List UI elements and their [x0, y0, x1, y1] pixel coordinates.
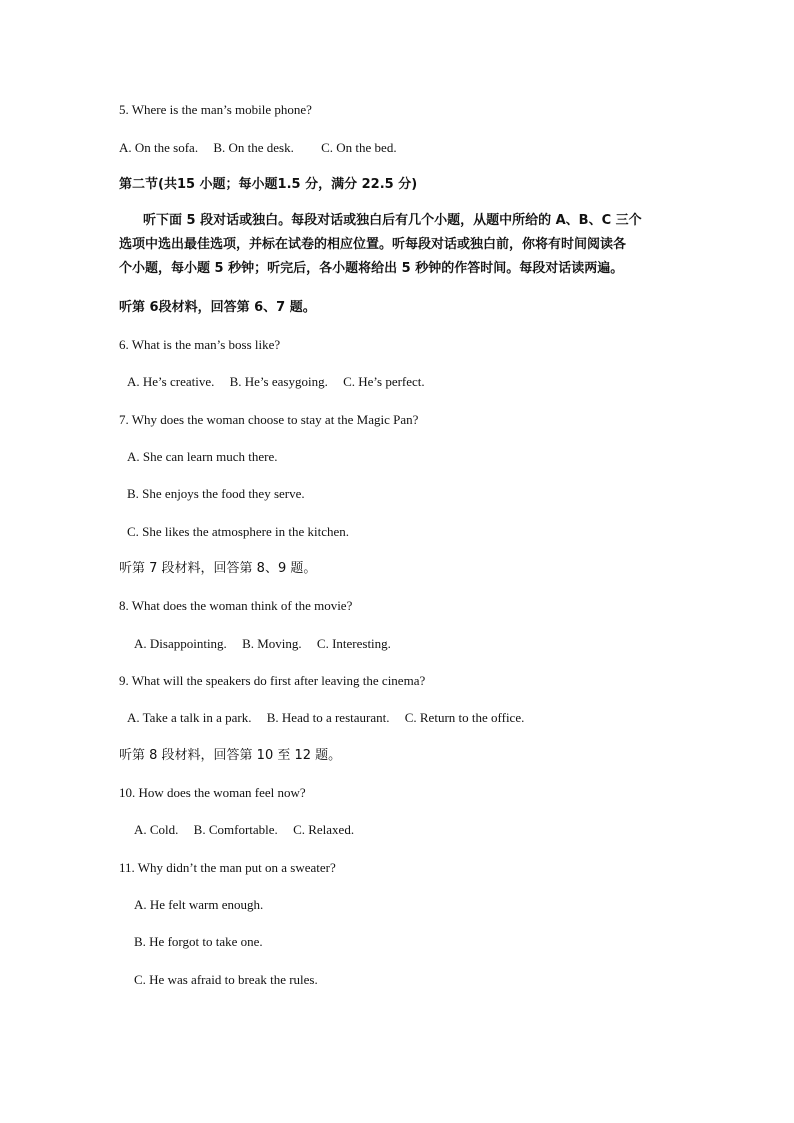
group7-label: 听第 7 段材料，回答第 8、9 题。	[119, 561, 317, 576]
q8-question: 8. What does the woman think of the movie?	[119, 598, 353, 613]
group6-label: 听第 6段材料，回答第 6、7 题。	[119, 300, 316, 315]
q9-option-b: B. Head to a restaurant.	[266, 710, 390, 725]
q6-option-a: A. He’s creative.	[127, 374, 215, 389]
q10-option-b: B. Comfortable.	[193, 822, 278, 837]
q10-options-row	[134, 821, 354, 839]
q11-option-b: B. He forgot to take one.	[134, 934, 263, 949]
q5-option-c: C. On the bed.	[321, 140, 397, 155]
q5-question: 5. Where is the man’s mobile phone?	[119, 102, 312, 117]
q7-option-c: C. She likes the atmosphere in the kitchen.	[127, 524, 350, 539]
q8-option-c: C. Interesting.	[316, 636, 391, 651]
section2-heading: 第二节(共15 小题；每小题1.5 分，满分 22.5 分)	[119, 177, 418, 192]
instructions-line-3: 个小题，每小题 5 秒钟；听完后，各小题将给出 5 秒钟的作答时间。每段对话读两遍。	[119, 261, 624, 276]
group8-label: 听第 8 段材料，回答第 10 至 12 题。	[119, 748, 342, 763]
q11-option-c: C. He was afraid to break the rules.	[134, 972, 318, 987]
q8-option-b: B. Moving.	[242, 636, 302, 651]
instructions-line-2: 选项中选出最佳选项，并标在试卷的相应位置。听每段对话或独白前，你将有时间阅读各	[119, 237, 627, 252]
instructions-line-1: 听下面 5 段对话或独白。每段对话或独白后有几个小题，从题中所给的 A、B、C 三个	[143, 213, 642, 228]
q8-options-row	[134, 635, 391, 653]
q7-option-b: B. She enjoys the food they serve.	[127, 486, 305, 501]
q6-question: 6. What is the man’s boss like?	[119, 337, 281, 352]
q6-options-row	[127, 373, 425, 391]
section2-instructions	[119, 209, 664, 281]
q5-option-b: B. On the desk.	[213, 140, 294, 155]
q11-question: 11. Why didn’t the man put on a sweater?	[119, 860, 336, 875]
q6-option-c: C. He’s perfect.	[343, 374, 425, 389]
q10-option-c: C. Relaxed.	[293, 822, 355, 837]
q6-option-b: B. He’s easygoing.	[229, 374, 328, 389]
q10-option-a: A. Cold.	[134, 822, 179, 837]
q8-option-a: A. Disappointing.	[134, 636, 227, 651]
q9-option-c: C. Return to the office.	[404, 710, 525, 725]
q11-option-a: A. He felt warm enough.	[134, 897, 264, 912]
q9-question: 9. What will the speakers do first after leaving the cinema?	[119, 673, 426, 688]
q7-option-a: A. She can learn much there.	[127, 449, 278, 464]
q7-question: 7. Why does the woman choose to stay at the Magic Pan?	[119, 412, 419, 427]
q5-option-a: A. On the sofa.	[119, 140, 199, 155]
q5-options-row	[119, 139, 397, 157]
q9-options-row	[127, 709, 524, 727]
q9-option-a: A. Take a talk in a park.	[127, 710, 252, 725]
q10-question: 10. How does the woman feel now?	[119, 785, 306, 800]
